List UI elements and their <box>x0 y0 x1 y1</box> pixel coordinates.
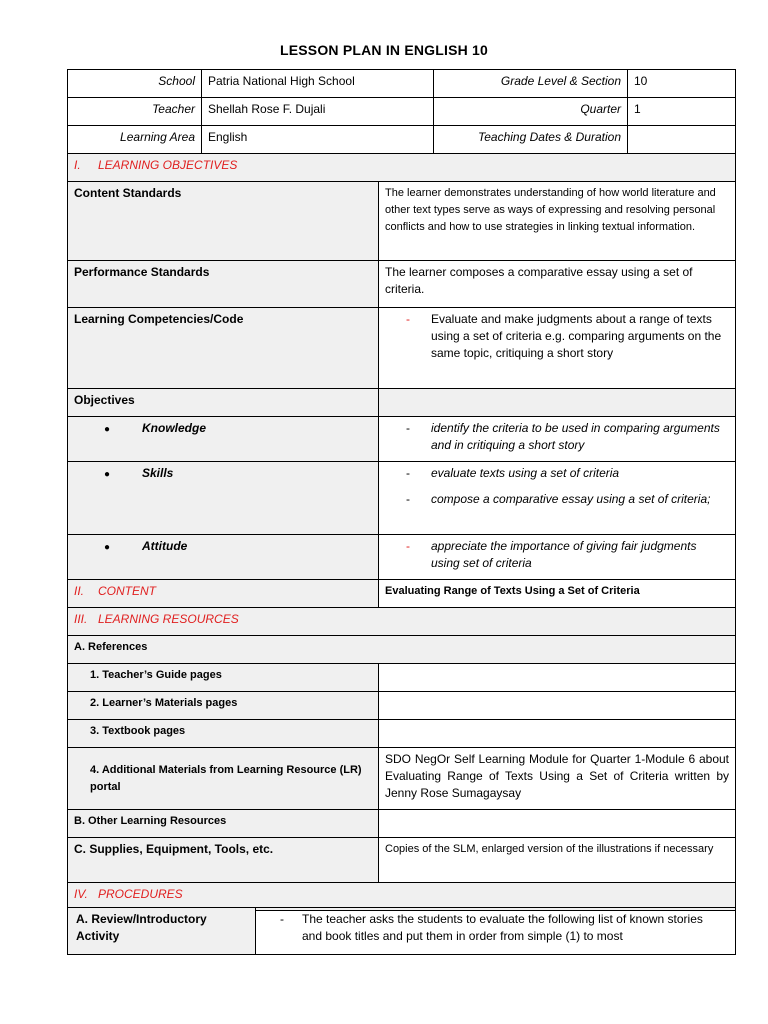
grade-value: 10 <box>628 70 736 98</box>
content-heading <box>68 580 379 608</box>
teachers-guide-value <box>379 664 736 692</box>
resources-heading-number: III. <box>74 612 88 626</box>
objectives-value <box>379 389 736 417</box>
competency-dash: - <box>406 312 410 326</box>
skills-text-2: compose a comparative essay using a set of criteria; <box>431 492 711 506</box>
additional-materials-row <box>68 748 736 810</box>
supplies-label: C. Supplies, Equipment, Tools, etc. <box>68 838 379 883</box>
school-value: Patria National High School <box>202 70 434 98</box>
knowledge-bullet: ● <box>104 424 111 435</box>
learners-materials-row <box>68 692 736 720</box>
area-row <box>68 126 736 154</box>
review-label: A. Review/Introductory Activity <box>68 908 256 955</box>
references-label: A. References <box>68 636 736 664</box>
review-text: The teacher asks the students to evaluate the following list of known stories and book titles and put them in order from simple (1) to most <box>302 912 703 943</box>
learners-materials-label: 2. Learner’s Materials pages <box>68 692 379 720</box>
lesson-table <box>67 153 736 911</box>
quarter-label: Quarter <box>434 98 628 126</box>
skills-dash-1: - <box>406 466 410 480</box>
attitude-dash: - <box>406 539 410 553</box>
dates-value <box>628 126 736 154</box>
competencies-row <box>68 308 736 389</box>
textbook-label: 3. Textbook pages <box>68 720 379 748</box>
additional-materials-label: 4. Additional Materials from Learning Resource (LR) portal <box>68 748 379 810</box>
teacher-value: Shellah Rose F. Dujali <box>202 98 434 126</box>
objectives-heading <box>68 154 736 182</box>
skills-bullet: ● <box>104 469 111 480</box>
skills-dash-2: - <box>406 492 410 506</box>
other-resources-label: B. Other Learning Resources <box>68 810 379 838</box>
attitude-text: appreciate the importance of giving fair judgments using set of criteria <box>431 539 697 570</box>
competencies-label: Learning Competencies/Code <box>68 308 379 389</box>
competencies-cell <box>379 308 736 389</box>
other-resources-value <box>379 810 736 838</box>
procedures-table <box>67 907 736 955</box>
teachers-guide-label: 1. Teacher’s Guide pages <box>68 664 379 692</box>
procedures-heading-number: IV. <box>74 887 88 901</box>
procedures-heading-text: PROCEDURES <box>98 887 183 901</box>
skills-cell <box>379 462 736 535</box>
area-label: Learning Area <box>68 126 202 154</box>
attitude-label-cell <box>68 535 379 580</box>
teacher-row <box>68 98 736 126</box>
document-title: LESSON PLAN IN ENGLISH 10 <box>279 42 489 58</box>
objectives-heading-row <box>68 154 736 182</box>
competency-text: Evaluate and make judgments about a range of texts using a set of criteria e.g. comparing arguments on the same topic, critiquing a short story <box>431 312 722 360</box>
objectives-heading-text: LEARNING OBJECTIVES <box>98 158 238 172</box>
skills-label-cell <box>68 462 379 535</box>
grade-label: Grade Level & Section <box>434 70 628 98</box>
dates-label: Teaching Dates & Duration <box>434 126 628 154</box>
learners-materials-value <box>379 692 736 720</box>
knowledge-row <box>68 417 736 462</box>
supplies-row <box>68 838 736 883</box>
performance-standards-row <box>68 261 736 308</box>
textbook-row <box>68 720 736 748</box>
area-value: English <box>202 126 434 154</box>
content-value: Evaluating Range of Texts Using a Set of Criteria <box>379 580 736 608</box>
school-label: School <box>68 70 202 98</box>
teachers-guide-row <box>68 664 736 692</box>
knowledge-dash: - <box>406 421 410 435</box>
supplies-value: Copies of the SLM, enlarged version of the illustrations if necessary <box>379 838 736 883</box>
other-resources-row <box>68 810 736 838</box>
attitude-cell <box>379 535 736 580</box>
skills-item-2 <box>385 491 729 508</box>
review-row <box>68 908 736 955</box>
content-heading-number: II. <box>74 584 85 598</box>
resources-heading-text: LEARNING RESOURCES <box>98 612 239 626</box>
quarter-value: 1 <box>628 98 736 126</box>
performance-standards-value: The learner composes a comparative essay using a set of criteria. <box>379 261 736 308</box>
skills-item-1 <box>385 465 729 482</box>
skills-row <box>68 462 736 535</box>
teacher-label: Teacher <box>68 98 202 126</box>
performance-standards-label: Performance Standards <box>68 261 379 308</box>
objectives-row <box>68 389 736 417</box>
attitude-bullet: ● <box>104 542 111 553</box>
content-standards-label: Content Standards <box>68 182 379 261</box>
content-standards-row <box>68 182 736 261</box>
resources-heading-row <box>68 608 736 636</box>
knowledge-text: identify the criteria to be used in comparing arguments and in critiquing a short story <box>431 421 720 452</box>
review-cell <box>256 908 736 955</box>
content-standards-value: The learner demonstrates understanding of how world literature and other text types serve as ways of expressing and resolving personal conflicts and how to use strategies in linking textual information. <box>379 182 736 261</box>
content-heading-text: CONTENT <box>98 584 156 598</box>
skills-label: Skills <box>142 466 174 480</box>
header-table <box>67 69 736 154</box>
resources-heading <box>68 608 736 636</box>
attitude-row <box>68 535 736 580</box>
knowledge-label-cell <box>68 417 379 462</box>
school-row <box>68 70 736 98</box>
content-row <box>68 580 736 608</box>
additional-materials-value: SDO NegOr Self Learning Module for Quarter 1-Module 6 about Evaluating Range of Texts Using a Set of Criteria written by Jenny Rose Sumagaysay <box>379 748 736 810</box>
textbook-value <box>379 720 736 748</box>
knowledge-cell <box>379 417 736 462</box>
references-row <box>68 636 736 664</box>
objectives-label: Objectives <box>68 389 379 417</box>
knowledge-label: Knowledge <box>142 421 207 435</box>
objectives-heading-number: I. <box>74 158 81 172</box>
review-dash: - <box>280 912 284 926</box>
skills-text-1: evaluate texts using a set of criteria <box>431 466 620 480</box>
attitude-label: Attitude <box>142 539 188 553</box>
